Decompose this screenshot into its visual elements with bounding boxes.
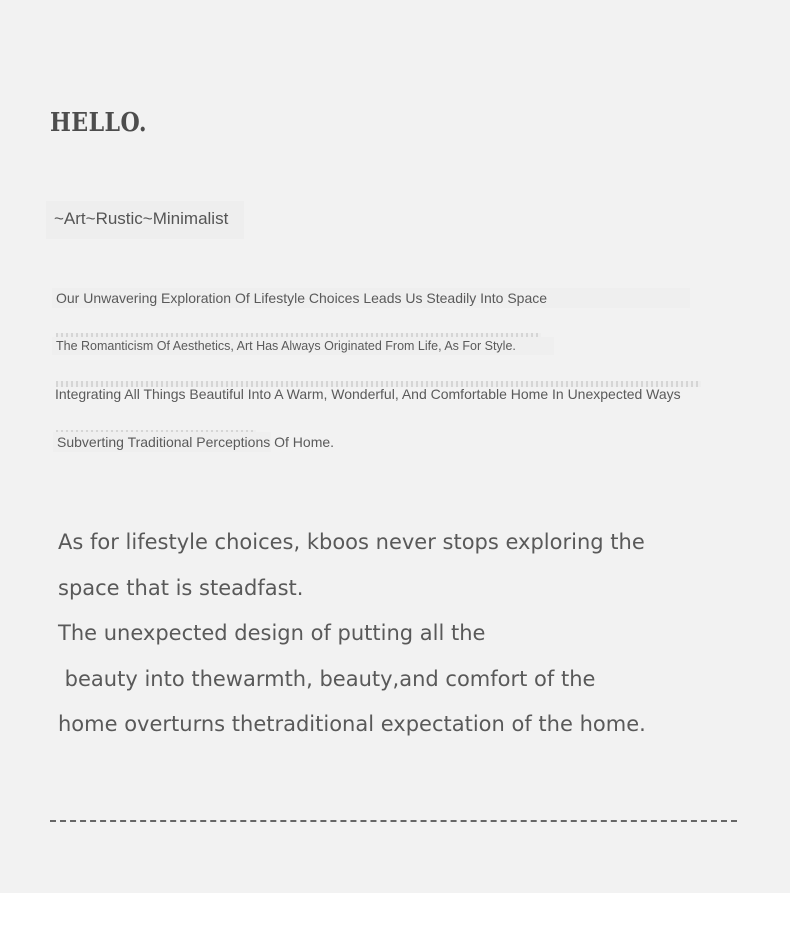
description-paragraph — [58, 520, 758, 748]
hello-heading: HELLO. — [50, 108, 148, 138]
paragraph-line: As for lifestyle choices, kboos never stops exploring the — [58, 530, 645, 554]
paragraph-line: home overturns thetraditional expectation of the home. — [58, 712, 646, 737]
intro-line: The Romanticism Of Aesthetics, Art Has Always Originated From Life, As For Style. — [52, 337, 554, 355]
intro-line: Integrating All Things Beautiful Into A Warm, Wonderful, And Comfortable Home In Unexpected Ways — [55, 386, 681, 402]
paragraph-line: The unexpected design of putting all the — [58, 621, 486, 646]
style-tagline: ~Art~Rustic~Minimalist — [46, 201, 244, 239]
intro-line: Subverting Traditional Perceptions Of Home. — [53, 432, 271, 452]
dashed-divider — [50, 820, 737, 822]
intro-line: Our Unwavering Exploration Of Lifestyle Choices Leads Us Steadily Into Space — [52, 288, 690, 308]
paragraph-line: space that is steadfast. — [58, 575, 304, 600]
paragraph-line: beauty into thewarmth, beauty,and comfort of the — [58, 666, 596, 691]
